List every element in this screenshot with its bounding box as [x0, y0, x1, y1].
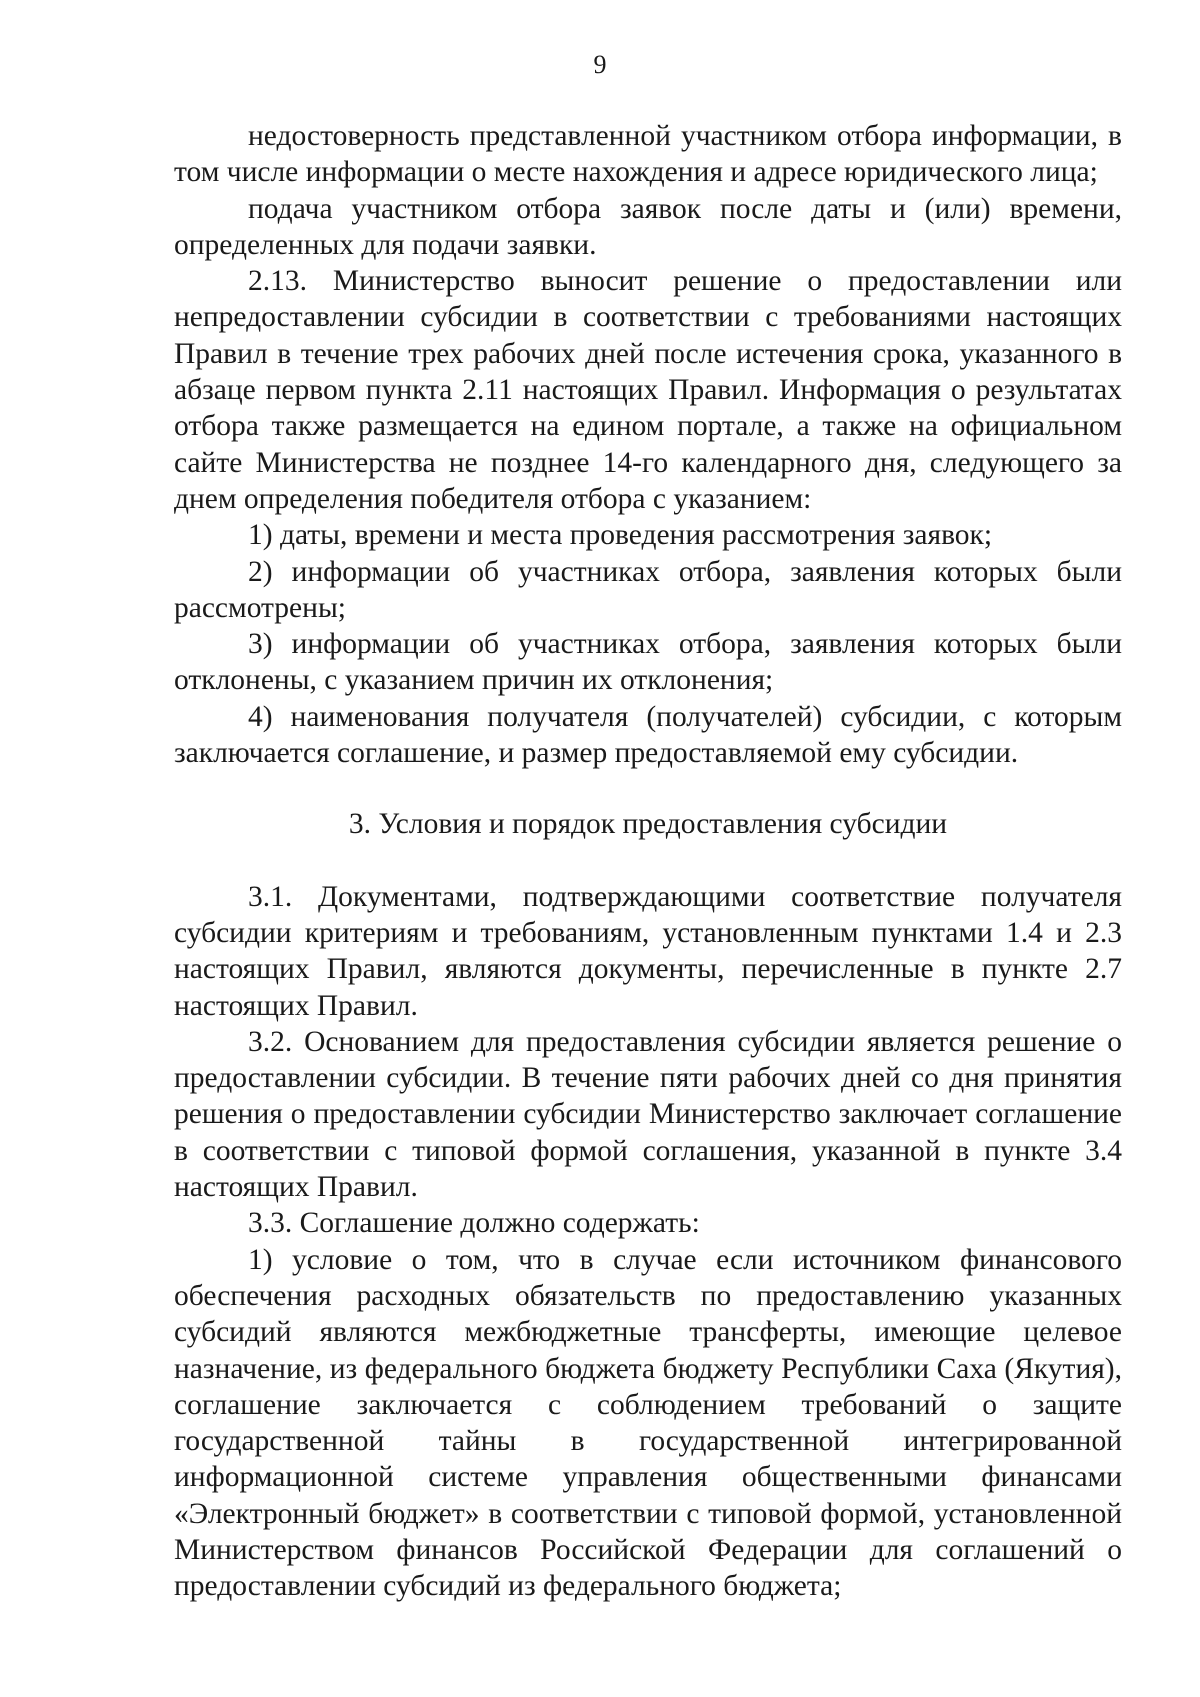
section-heading: 3. Условия и порядок предоставления субсидии	[348, 808, 948, 841]
paragraph: 3.2. Основанием для предоставления субсидии является решение о предоставлении субсидии. В течение пяти рабочих дней со дня принятия решения о предоставлении субсидии Министерство заключает соглашение в соответствии с типовой формой соглашения, указанной в пункте 3.4 настоящих Правил.	[174, 1025, 1122, 1204]
list-item: 3) информации об участниках отбора, заявления которых были отклонены, с указанием причин их отклонения;	[174, 628, 1122, 697]
list-item: 1) условие о том, что в случае если источником финансового обеспечения расходных обязательств по предоставлению указанных субсидий являются межбюджетные трансферты, имеющие целевое назначение, из федерального бюджета бюджету Республики Саха (Якутия), соглашение заключается с соблюдением требований о защите государственной тайны в государственной интегрированной информационной системе управления общественными финансами «Электронный бюджет» в соответствии с типовой формой, установленной Министерством финансов Российской Федерации для соглашений о предоставлении субсидий из федерального бюджета;	[174, 1243, 1122, 1603]
paragraph: недостоверность представленной участником отбора информации, в том числе информации о месте нахождения и адресе юридического лица;	[174, 120, 1122, 189]
page-number: 9	[593, 50, 607, 79]
list-item: 2) информации об участниках отбора, заявления которых были рассмотрены;	[174, 555, 1122, 624]
document-body	[174, 118, 1122, 1605]
paragraph: подача участником отбора заявок после даты и (или) времени, определенных для подачи заявки.	[174, 192, 1122, 261]
paragraph: 2.13. Министерство выносит решение о предоставлении или непредоставлении субсидии в соответствии с требованиями настоящих Правил в течение трех рабочих дней после истечения срока, указанного в абзаце первом пункта 2.11 настоящих Правил. Информация о результатах отбора также размещается на едином портале, а также на официальном сайте Министерства не позднее 14-го календарного дня, следующего за днем определения победителя отбора с указанием:	[174, 265, 1122, 515]
list-item: 1) даты, времени и места проведения рассмотрения заявок;	[248, 519, 993, 552]
list-item: 4) наименования получателя (получателей) субсидии, с которым заключается соглашение, и размер предоставляемой ему субсидии.	[174, 700, 1122, 770]
paragraph: 3.1. Документами, подтверждающими соответствие получателя субсидии критериям и требованиям, установленным пунктами 1.4 и 2.3 настоящих Правил, являются документы, перечисленные в пункте 2.7 настоящих Правил.	[174, 880, 1122, 1022]
paragraph: 3.3. Соглашение должно содержать:	[248, 1207, 700, 1240]
